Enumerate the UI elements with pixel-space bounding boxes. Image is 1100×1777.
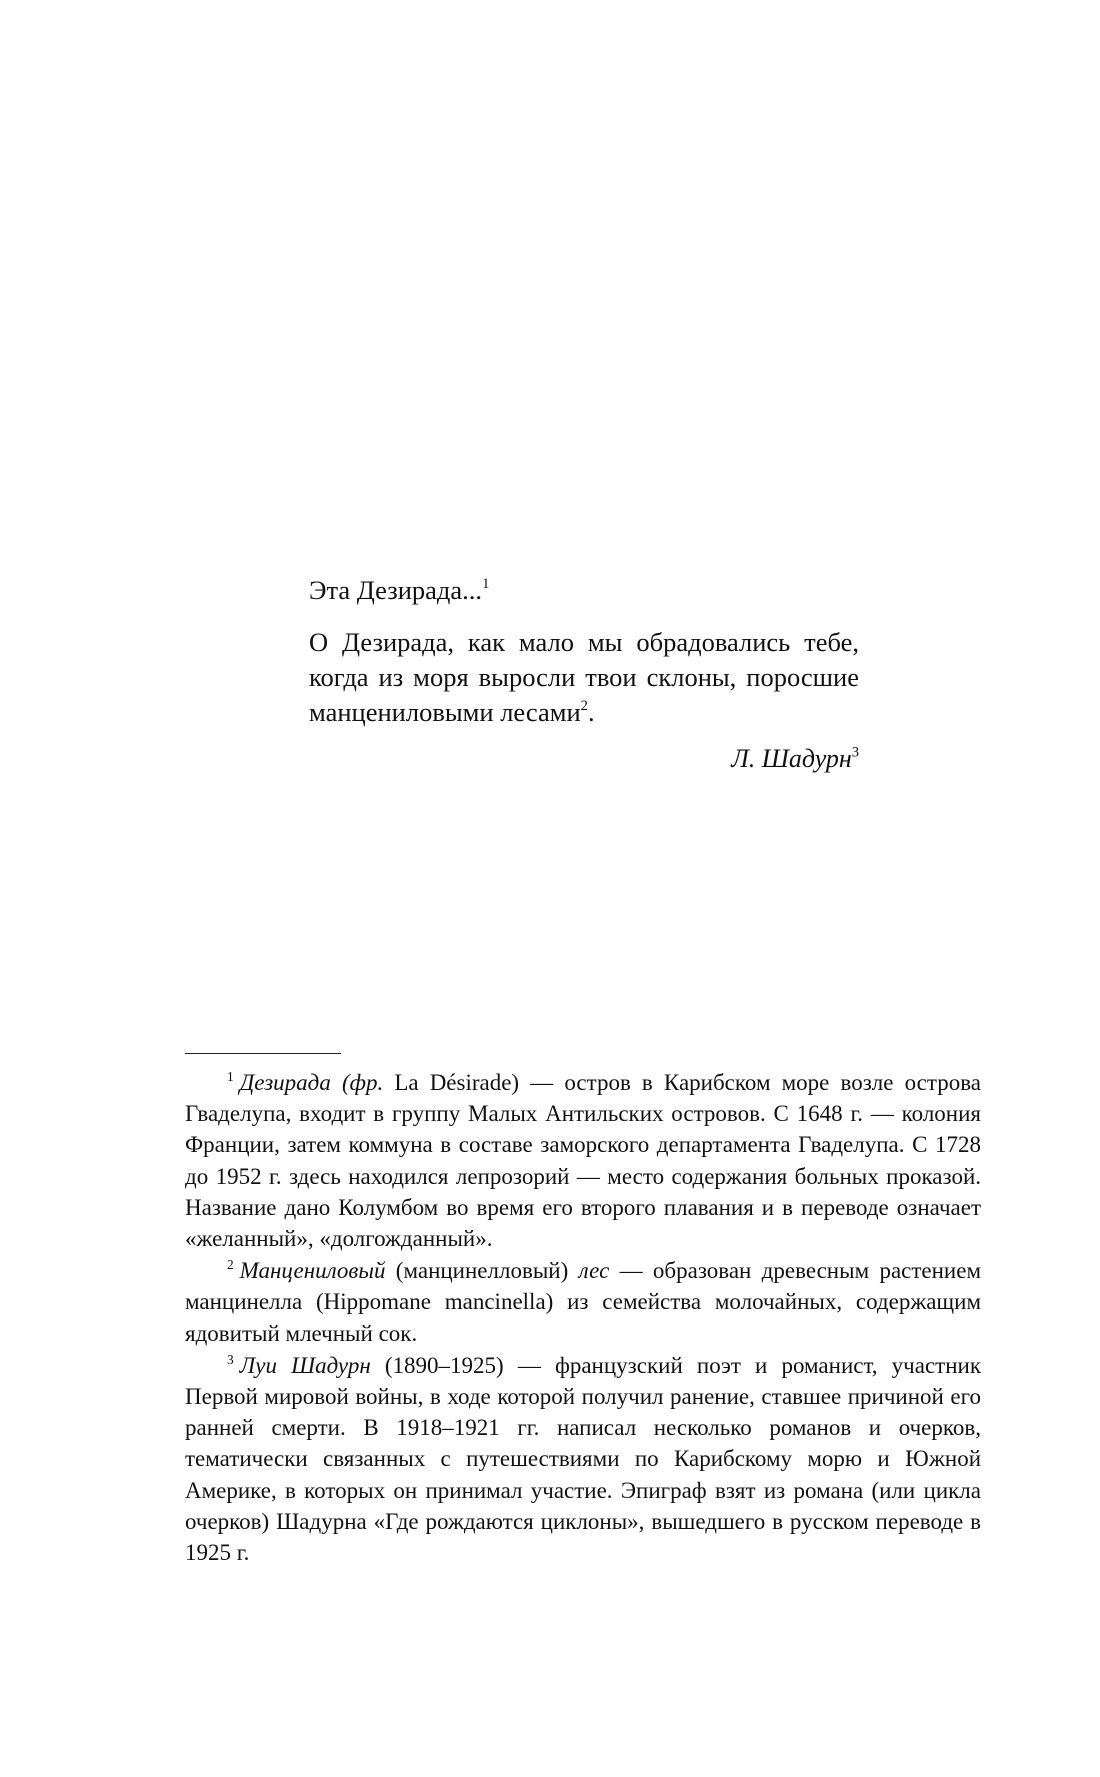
epigraph-quote-text: О Дезирада, как мало мы обрадовались тебе, когда из моря выросли твои склоны, поросшие манцениловыми лесами (309, 627, 859, 727)
footnote-3 (185, 1350, 981, 1568)
footnote-term: Дезирада (239, 1070, 331, 1095)
epigraph-title-text: Эта Дезирада... (309, 575, 483, 605)
epigraph-title (309, 573, 859, 607)
epigraph (309, 573, 859, 776)
footnote-number: 2 (227, 1256, 234, 1272)
footnote-number: 3 (227, 1351, 234, 1367)
footnote-middle: (манцинелловый) (385, 1258, 579, 1284)
footnote-term: Манцениловый (239, 1258, 386, 1284)
footnote-paren: ( (330, 1070, 350, 1095)
footnote-2 (185, 1255, 981, 1349)
footnotes (185, 1067, 981, 1569)
epigraph-quote-end: . (587, 697, 595, 727)
footnote-text: La Désirade) — остров в Карибском море возле острова Гваделупа, входит в группу Малых Антильских островов. С 1648 г. — колония Франции, затем коммуна в составе заморского департамента Гваделупа. С 1728 до 1952 г. здесь находился лепрозорий — место содержания больных проказой. Название дано Колумбом во время его второго плавания и в переводе означает «желанный», «долгожданный». (185, 1070, 981, 1252)
epigraph-quote (309, 625, 859, 730)
footnote-text: — образован древесным растением манцинелла (Hippomane mancinella) из семейства молочайных, содержащим ядовитый млечный сок. (185, 1258, 982, 1346)
footnote-ref-1: 1 (482, 576, 490, 593)
footnote-separator (185, 1053, 341, 1054)
footnote-1 (185, 1067, 981, 1254)
footnote-text: (1890–1925) — французский поэт и романист, участник Первой мировой войны, в ходе которой получил ранение, ставшее причиной его ранней смерти. В 1918–1921 гг. написал несколько романов и очерков, тематически связанных с путешествиями по Карибскому морю и Южной Америке, в которых он принимал участие. Эпиграф взят из романа (или цикла очерков) Шадурна «Где рождаются циклоны», вышедшего в русском переводе в 1925 г. (185, 1352, 981, 1566)
footnote-term: Луи Шадурн (239, 1352, 371, 1378)
epigraph-author-name: Л. Шадурн (731, 744, 852, 773)
footnote-term-2: лес (578, 1258, 610, 1284)
epigraph-author (309, 742, 859, 776)
footnote-ref-2: 2 (580, 698, 588, 715)
footnote-lang: фр. (349, 1070, 384, 1095)
footnote-number: 1 (227, 1068, 234, 1084)
footnote-ref-3: 3 (851, 744, 859, 761)
